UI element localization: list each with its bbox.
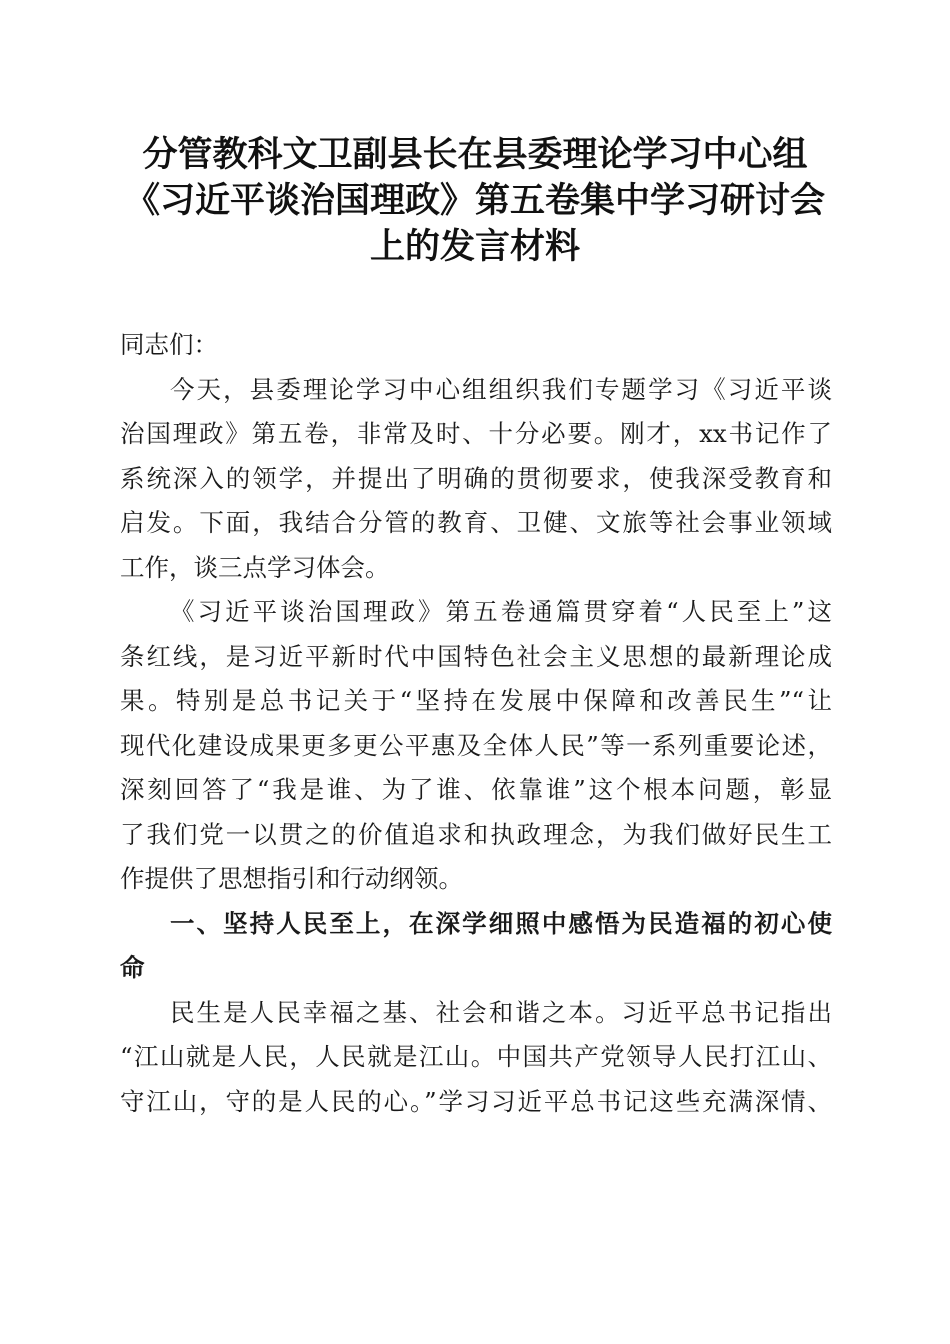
paragraph-line: 系统深入的领学，并提出了明确的贯彻要求，使我深受教育和 [120, 463, 832, 493]
document-body [120, 323, 832, 1124]
document-title [100, 132, 850, 270]
paragraph-line: “江山就是人民，人民就是江山。中国共产党领导人民打江山、 [120, 1042, 832, 1071]
paragraph-line: 工作，谈三点学习体会。 [120, 552, 390, 582]
section-heading-1 [120, 902, 832, 991]
paragraph-line: 守江山，守的是人民的心。”学习习近平总书记这些充满深情、 [120, 1086, 832, 1116]
paragraph-line: 现代化建设成果更多更公平惠及全体人民”等一系列重要论述， [120, 730, 832, 760]
section-heading-line: 一、坚持人民至上，在深学细照中感悟为民造福的初心使 [170, 908, 832, 938]
paragraph-line: 条红线，是习近平新时代中国特色社会主义思想的最新理论成 [120, 641, 832, 671]
paragraph-line: 民生是人民幸福之基、社会和谐之本。习近平总书记指出 [170, 997, 832, 1027]
paragraph-3 [120, 991, 832, 1125]
paragraph-line: 今天，县委理论学习中心组组织我们专题学习《习近平谈 [170, 374, 832, 404]
paragraph-line: 果。特别是总书记关于“坚持在发展中保障和改善民生”“让 [120, 686, 832, 715]
paragraph-2 [120, 590, 832, 902]
title-line-2: 《习近平谈治国理政》第五卷集中学习研讨会 [124, 180, 825, 221]
paragraph-line: 启发。下面，我结合分管的教育、卫健、文旅等社会事业领域 [120, 508, 832, 537]
title-line-3: 上的发言材料 [369, 226, 580, 267]
paragraph-line: 治国理政》第五卷，非常及时、十分必要。刚才，xx书记作了 [120, 419, 832, 448]
paragraph-line: 作提供了思想指引和行动纲领。 [120, 864, 463, 893]
paragraph-line: 《习近平谈治国理政》第五卷通篇贯穿着“人民至上”这 [170, 597, 832, 626]
paragraph-1 [120, 368, 832, 591]
section-heading-line: 命 [120, 953, 145, 982]
paragraph-line: 深刻回答了“我是谁、为了谁、依靠谁”这个根本问题，彰显 [120, 775, 832, 804]
salutation: 同志们： [120, 330, 218, 359]
paragraph-line: 了我们党一以贯之的价值追求和执政理念，为我们做好民生工 [120, 819, 832, 849]
title-line-1: 分管教科文卫副县长在县委理论学习中心组 [142, 134, 808, 175]
